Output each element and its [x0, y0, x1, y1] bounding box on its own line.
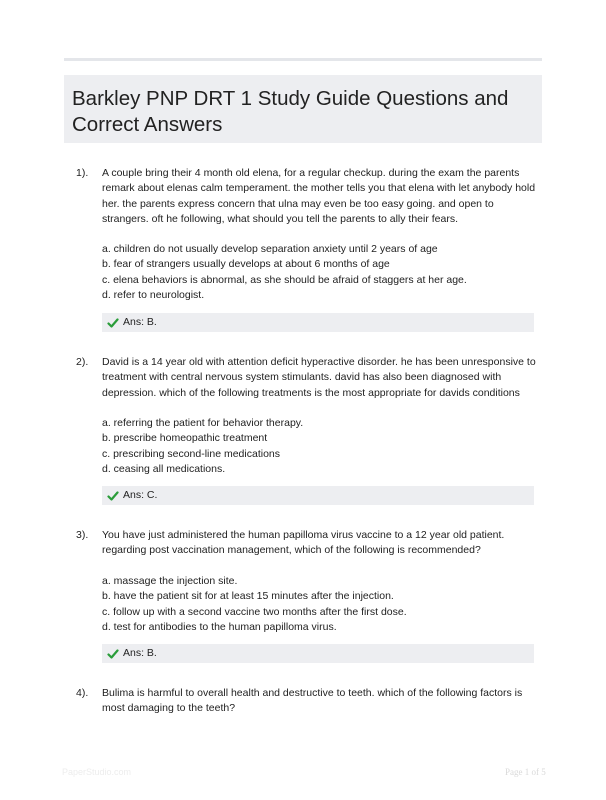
option-b: b. fear of strangers usually develops at about 6 months of age [102, 258, 390, 271]
option-b: b. prescribe homeopathic treatment [102, 432, 268, 445]
option-d: d. ceasing all medications. [102, 462, 226, 475]
option-d: d. test for antibodies to the human papilloma virus. [102, 620, 337, 633]
question-text: You have just administered the human papilloma virus vaccine to a 12 year old patient. regarding post vaccination management, which of the following is recommended? [102, 529, 505, 557]
option-a: a. referring the patient for behavior therapy. [102, 417, 304, 429]
question-text: A couple bring their 4 month old elena, for a regular checkup. during the exam the parents remark about elenas calm temperament. the mother tells you that elena with let anybody hold her. the parents express concern that ulna may even be too easy going. and open to strangers. oft he following, what should you tell the parents to ally their fears. [102, 167, 536, 225]
option-d: d. refer to neurologist. [102, 288, 205, 301]
answer-box [102, 486, 534, 505]
question-number: 2). [76, 356, 89, 368]
question-number: 3). [76, 529, 89, 541]
top-divider [64, 58, 542, 61]
option-a: a. children do not usually develop separation anxiety until 2 years of age [102, 243, 438, 255]
options-list [102, 416, 537, 477]
question-number: 1). [76, 167, 89, 179]
answer-text: Ans: B. [123, 316, 157, 328]
answer-text: Ans: C. [123, 489, 158, 501]
question-text: Bulima is harmful to overall health and destructive to teeth. which of the following factors is most damaging to the teeth? [102, 687, 523, 715]
check-icon [107, 317, 119, 329]
option-c: c. elena behaviors is abnormal, as she should be afraid of staggers at her age. [102, 273, 467, 286]
check-icon [107, 490, 119, 502]
page-title: Barkley PNP DRT 1 Study Guide Questions and Correct Answers [72, 87, 509, 136]
answer-box [102, 644, 534, 663]
options-list [102, 242, 537, 303]
option-b: b. have the patient sit for at least 15 minutes after the injection. [102, 590, 394, 603]
page-number: Page 1 of 5 [505, 767, 546, 777]
check-icon [107, 648, 119, 660]
footer-watermark: PaperStudio.com [62, 767, 132, 777]
answer-text: Ans: B. [123, 647, 157, 659]
option-a: a. massage the injection site. [102, 575, 238, 587]
option-c: c. follow up with a second vaccine two months after the first dose. [102, 605, 407, 618]
options-list [102, 574, 537, 635]
title-banner [64, 75, 542, 143]
option-c: c. prescribing second-line medications [102, 447, 281, 460]
question-number: 4). [76, 687, 89, 699]
question-text: David is a 14 year old with attention deficit hyperactive disorder. he has been unresponsive to treatment with central nervous system stimulants. david has also been diagnosed with depression. which of the following treatments is the most appropriate for davids conditions [102, 356, 536, 399]
answer-box [102, 313, 534, 332]
